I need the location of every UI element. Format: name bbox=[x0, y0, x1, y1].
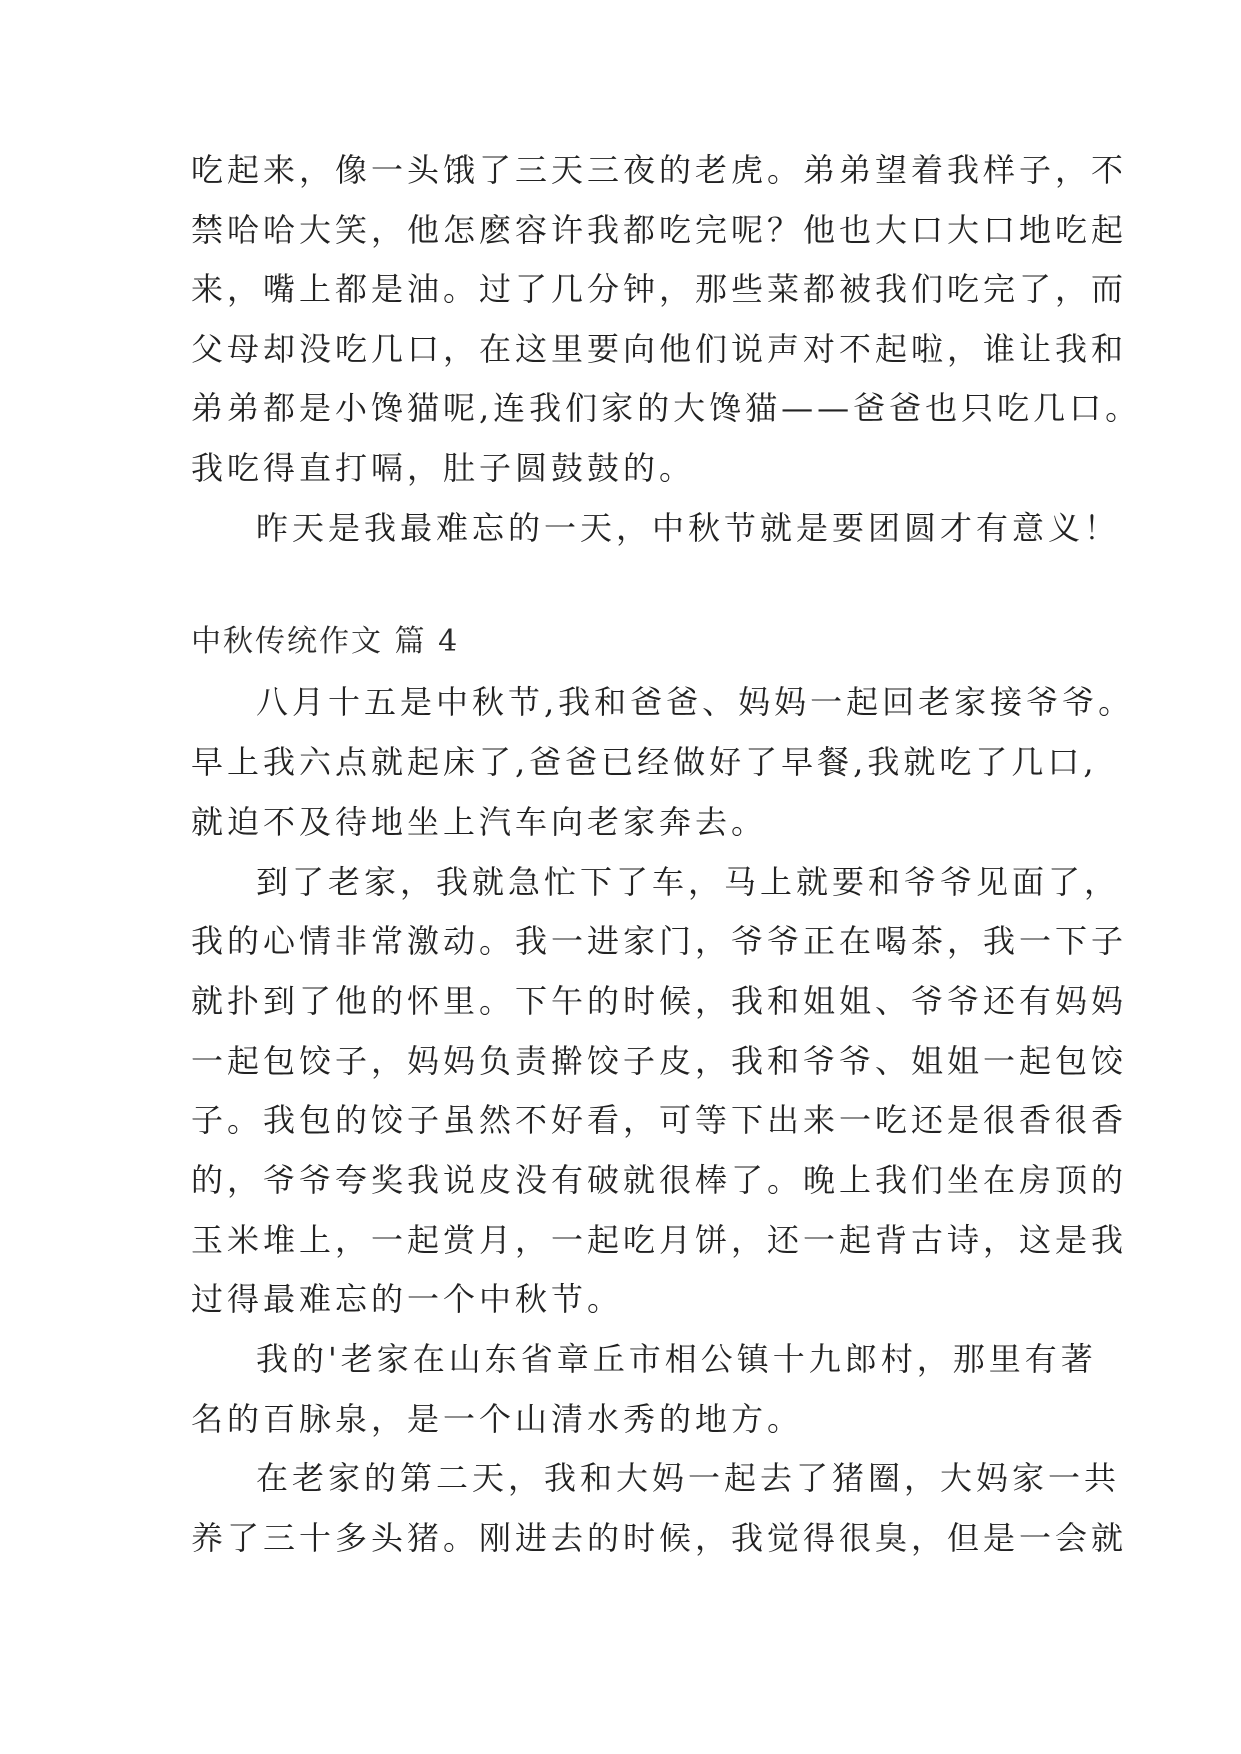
text-line: 早上我六点就起床了,爸爸已经做好了早餐,我就吃了几口, bbox=[191, 743, 1098, 781]
text-line: 八月十五是中秋节,我和爸爸、妈妈一起回老家接爷爷。 bbox=[256, 683, 1135, 721]
text-line: 弟弟都是小馋猫呢,连我们家的大馋猫——爸爸也只吃几口。 bbox=[191, 389, 1142, 427]
text-line: 我吃得直打嗝，肚子圆鼓鼓的。 bbox=[191, 449, 696, 487]
text-line: 来，嘴上都是油。过了几分钟，那些菜都被我们吃完了，而 bbox=[191, 270, 1128, 308]
text-line: 我的心情非常激动。我一进家门，爷爷正在喝茶，我一下子 bbox=[191, 922, 1128, 960]
text-line: 禁哈哈大笑，他怎麽容许我都吃完呢？他也大口大口地吃起 bbox=[191, 211, 1128, 249]
text-line: 吃起来，像一头饿了三天三夜的老虎。弟弟望着我样子，不 bbox=[191, 151, 1128, 189]
text-line: 玉米堆上，一起赏月，一起吃月饼，还一起背古诗，这是我 bbox=[191, 1221, 1128, 1259]
paragraph-closing: 昨天是我最难忘的一天，中秋节就是要团圆才有意义！ bbox=[256, 509, 1121, 547]
text-line: 在老家的第二天，我和大妈一起去了猪圈，大妈家一共 bbox=[256, 1459, 1121, 1497]
text-line: 名的百脉泉，是一个山清水秀的地方。 bbox=[191, 1400, 804, 1438]
text-line: 就扑到了他的怀里。下午的时候，我和姐姐、爷爷还有妈妈 bbox=[191, 982, 1128, 1020]
text-line: 过得最难忘的一个中秋节。 bbox=[191, 1280, 624, 1318]
text-line: 我的'老家在山东省章丘市相公镇十九郎村，那里有著 bbox=[256, 1340, 1097, 1378]
text-line: 到了老家，我就急忙下了车，马上就要和爷爷见面了， bbox=[256, 863, 1121, 901]
text-line: 的，爷爷夸奖我说皮没有破就很棒了。晚上我们坐在房顶的 bbox=[191, 1161, 1128, 1199]
text-line: 养了三十多头猪。刚进去的时候，我觉得很臭，但是一会就 bbox=[191, 1519, 1128, 1557]
section-title: 中秋传统作文 篇 4 bbox=[191, 624, 460, 659]
text-line: 就迫不及待地坐上汽车向老家奔去。 bbox=[191, 803, 768, 841]
text-line: 父母却没吃几口，在这里要向他们说声对不起啦，谁让我和 bbox=[191, 330, 1128, 368]
text-line: 子。我包的饺子虽然不好看，可等下出来一吃还是很香很香 bbox=[191, 1101, 1128, 1139]
text-line: 一起包饺子，妈妈负责擀饺子皮，我和爷爷、姐姐一起包饺 bbox=[191, 1042, 1128, 1080]
